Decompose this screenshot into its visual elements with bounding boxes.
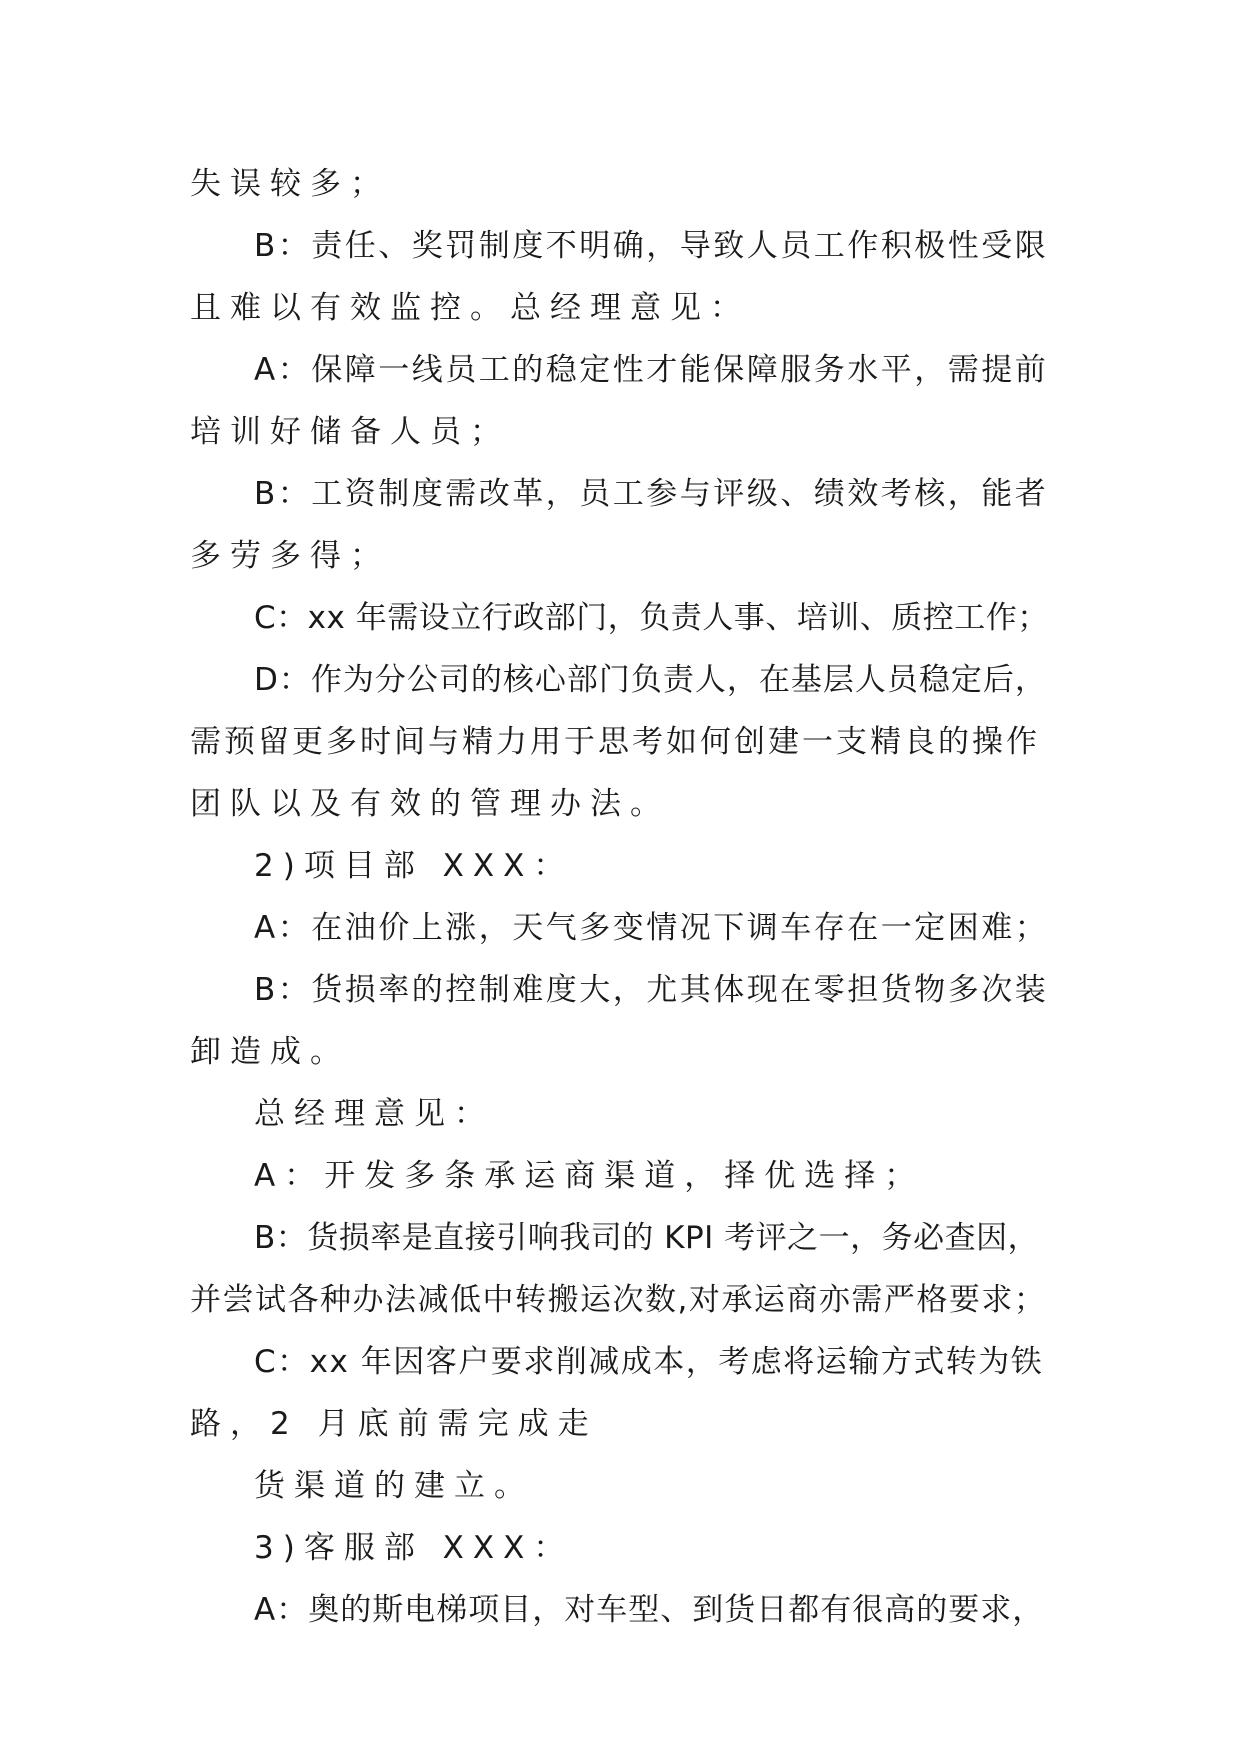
text-line: A：奥的斯电梯项目，对车型、到货日都有很高的要求， xyxy=(254,1592,1045,1628)
text-line: 多劳多得； xyxy=(190,538,390,574)
text-line: 培训好储备人员； xyxy=(190,414,510,450)
text-line: 失误较多； xyxy=(190,166,390,202)
text-line: A：保障一线员工的稳定性才能保障服务水平，需提前 xyxy=(254,352,1049,388)
text-line: C：xx 年因客户要求削减成本，考虑将运输方式转为铁 xyxy=(254,1344,1044,1380)
text-line: 且难以有效监控。总经理意见： xyxy=(190,290,750,326)
text-line: 团队以及有效的管理办法。 xyxy=(190,786,670,822)
text-line: 并尝试各种办法减低中转搬运次数,对承运商亦需严格要求； xyxy=(190,1282,1047,1318)
text-line: B：货损率是直接引响我司的 KPI 考评之一，务必查因， xyxy=(254,1220,1040,1256)
text-line: 总经理意见： xyxy=(254,1096,494,1132)
section-heading: 2)项目部 XXX： xyxy=(254,848,574,884)
text-line: A：在油价上涨，天气多变情况下调车存在一定困难； xyxy=(254,910,1049,946)
text-line: B：工资制度需改革，员工参与评级、绩效考核，能者 xyxy=(254,476,1049,512)
text-line: D：作为分公司的核心部门负责人，在基层人员稳定后， xyxy=(254,662,1047,698)
text-line: 需预留更多时间与精力用于思考如何创建一支精良的操作 xyxy=(190,724,1040,760)
text-line: 货渠道的建立。 xyxy=(254,1468,534,1504)
section-heading: 3)客服部 XXX： xyxy=(254,1530,574,1566)
text-line: B：货损率的控制难度大，尤其体现在零担货物多次装 xyxy=(254,972,1049,1008)
text-line: 路，2 月底前需完成走 xyxy=(190,1406,598,1442)
text-line: C：xx 年需设立行政部门，负责人事、培训、质控工作； xyxy=(254,600,1049,636)
text-line: B：责任、奖罚制度不明确，导致人员工作积极性受限 xyxy=(254,228,1049,264)
text-line: A：开发多条承运商渠道，择优选择； xyxy=(254,1158,925,1194)
text-line: 卸造成。 xyxy=(190,1034,350,1070)
